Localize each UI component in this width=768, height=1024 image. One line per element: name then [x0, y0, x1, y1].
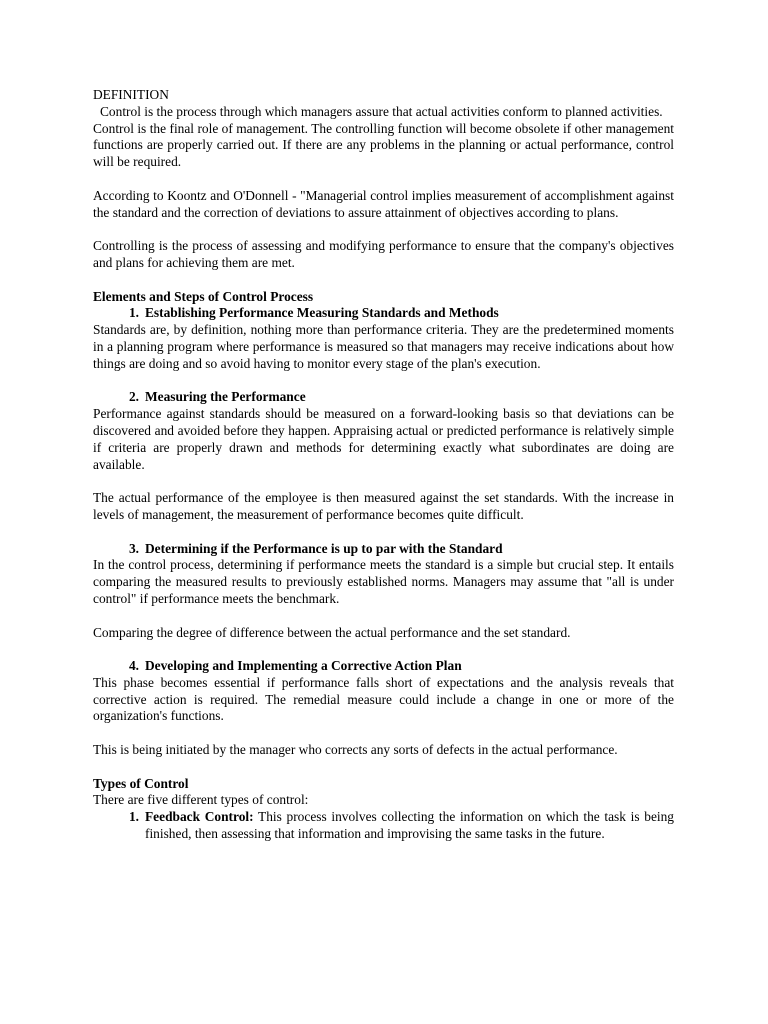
paragraph-gap — [93, 373, 674, 390]
types-intro: There are five different types of control: — [93, 792, 309, 808]
paragraph-gap — [93, 221, 674, 238]
step-number: 1. — [128, 305, 139, 321]
step-title: Developing and Implementing a Corrective Action Plan — [145, 658, 462, 674]
paragraph-gap — [93, 473, 674, 490]
step-number: 3. — [128, 540, 139, 556]
document-page — [93, 87, 674, 843]
paragraph-gap — [93, 641, 674, 658]
step-3-paragraph-2: Comparing the degree of difference between the actual performance and the set standard. — [93, 624, 571, 640]
type-label: Feedback Control: — [145, 809, 254, 825]
step-2-paragraph-1: Performance against standards should be measured on a forward-looking basis so that deviations can be discovered and avoided before they happen. Appraising actual or predicted performance is relatively simple if criteria are properly drawn and methods for determining exactly what subordinates are doing are available. — [93, 406, 674, 472]
paragraph-gap — [93, 725, 674, 742]
step-heading-3 — [93, 541, 674, 558]
step-3-paragraph-1: In the control process, determining if performance meets the standard is a simple but crucial step. It entails comparing the measured results to previously established norms. Managers may assume that "all is under control" if performance meets the benchmark. — [93, 557, 674, 606]
definition-paragraph-2: Control is the final role of management. The controlling function will become obsolete if other management functions are properly carried out. If there are any problems in the planning or actual performance, control will be required. — [93, 120, 674, 170]
definition-paragraph-1: Control is the process through which managers assure that actual activities conform to planned activities. — [100, 103, 663, 119]
type-item-feedback-control — [93, 809, 674, 843]
types-heading: Types of Control — [93, 775, 189, 791]
step-heading-1 — [93, 305, 674, 322]
definition-paragraph-3: According to Koontz and O'Donnell - "Managerial control implies measurement of accomplishment against the standard and the correction of deviations to assure attainment of objectives according to plans. — [93, 187, 674, 220]
paragraph-gap — [93, 608, 674, 625]
step-2-paragraph-2: The actual performance of the employee is then measured against the set standards. With the increase in levels of management, the measurement of performance becomes quite difficult. — [93, 490, 674, 522]
definition-heading: DEFINITION — [93, 87, 169, 102]
type-text: This process involves collecting the information on which the task is being finished, then assessing that information and improvising the same tasks in the future. — [145, 809, 675, 842]
step-4-paragraph-2: This is being initiated by the manager who corrects any sorts of defects in the actual performance. — [93, 742, 618, 758]
step-1-paragraph-1: Standards are, by definition, nothing more than performance criteria. They are the predetermined moments in a planning program where performance is measured so that managers may receive indications about how things are doing and so avoid having to monitor every stage of the plan's execution. — [93, 322, 674, 371]
type-number: 1. — [128, 809, 139, 825]
step-heading-2 — [93, 389, 674, 406]
paragraph-gap — [93, 759, 674, 776]
step-heading-4 — [93, 658, 674, 675]
elements-heading: Elements and Steps of Control Process — [93, 288, 314, 304]
step-number: 2. — [128, 389, 139, 405]
definition-paragraph-4: Controlling is the process of assessing and modifying performance to ensure that the company's objectives and plans for achieving them are met. — [93, 238, 674, 270]
step-4-paragraph-1: This phase becomes essential if performance falls short of expectations and the analysis reveals that corrective action is required. The remedial measure could include a change in one or more of the organization's functions. — [93, 674, 674, 724]
paragraph-gap — [93, 171, 674, 188]
step-number: 4. — [128, 658, 139, 674]
step-title: Measuring the Performance — [145, 389, 306, 405]
type-description — [139, 809, 674, 843]
step-title: Establishing Performance Measuring Standards and Methods — [145, 305, 499, 321]
step-title: Determining if the Performance is up to par with the Standard — [145, 540, 503, 556]
paragraph-gap — [93, 272, 674, 289]
paragraph-gap — [93, 524, 674, 541]
